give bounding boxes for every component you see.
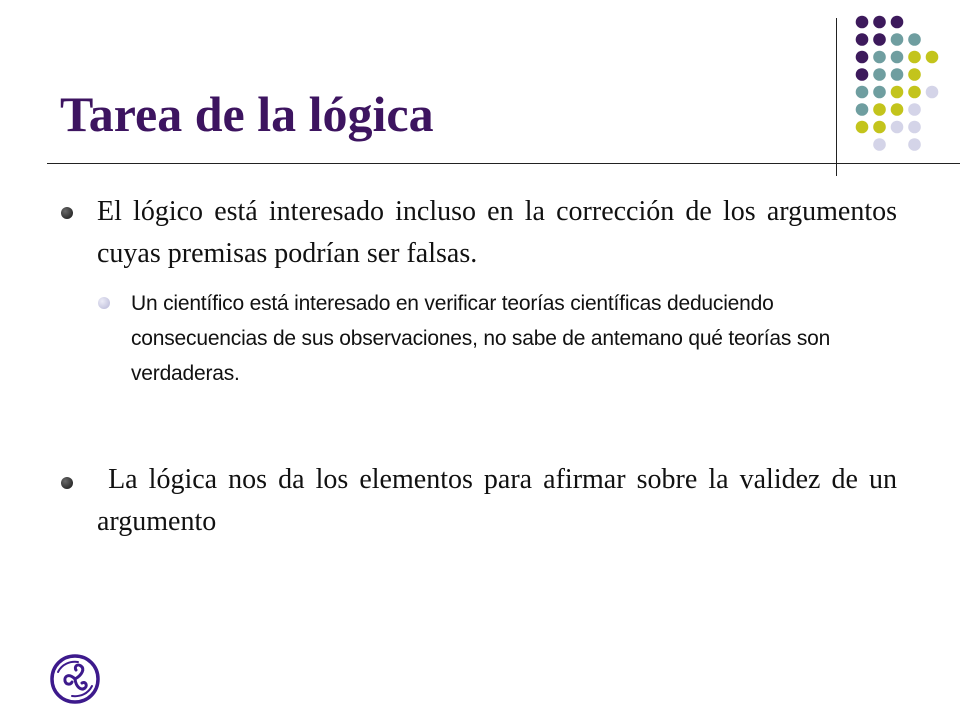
decorative-dot-lavender [908, 138, 921, 151]
bullet-2-marker [61, 477, 73, 489]
decorative-dot-teal [856, 86, 869, 99]
decorative-dot-purple [873, 16, 886, 29]
bullet-2-text: La lógica nos da los elementos para afirmar sobre la validez de un argumento [97, 464, 905, 537]
title-underline [47, 163, 960, 164]
decorative-dot-olive [908, 68, 921, 81]
decorative-dot-purple [856, 16, 869, 29]
decorative-dot-olive [891, 86, 904, 99]
triple-spiral-logo-icon [48, 652, 102, 706]
decorative-dot-lavender [908, 103, 921, 116]
decorative-dot-olive [891, 103, 904, 116]
decorative-dot-olive [873, 121, 886, 134]
decorative-dot-teal [891, 51, 904, 64]
slide-title: Tarea de la lógica [60, 86, 434, 142]
decorative-dot-teal [873, 86, 886, 99]
decorative-dot-teal [891, 68, 904, 81]
bullet-1-marker [61, 207, 73, 219]
sub-bullet-1-marker [98, 297, 110, 309]
decorative-dot-teal [856, 103, 869, 116]
decorative-dot-lavender [926, 86, 939, 99]
sub-bullet-1-text: Un científico está interesado en verificar teorías científicas deduciendo consecuencias de sus observaciones, no sabe de antemano qué teorías son verdaderas. [131, 292, 831, 385]
decorative-dot-olive [873, 103, 886, 116]
decorative-dot-olive [908, 51, 921, 64]
decorative-dot-purple [891, 16, 904, 29]
bullet-1-text: El lógico está interesado incluso en la corrección de los argumentos cuyas premisas podrían ser falsas. [97, 196, 897, 269]
decorative-dot-teal [873, 68, 886, 81]
decorative-dot-purple [856, 51, 869, 64]
vertical-divider [836, 18, 837, 176]
decorative-dot-teal [908, 33, 921, 46]
decorative-dot-olive [908, 86, 921, 99]
decorative-dot-purple [873, 33, 886, 46]
decorative-dot-teal [891, 33, 904, 46]
decorative-dot-olive [856, 121, 869, 134]
decorative-dot-teal [873, 51, 886, 64]
decorative-dot-purple [856, 33, 869, 46]
decorative-dot-lavender [891, 121, 904, 134]
decorative-dot-lavender [873, 138, 886, 151]
decorative-dot-olive [926, 51, 939, 64]
decorative-dot-purple [856, 68, 869, 81]
decorative-dot-lavender [908, 121, 921, 134]
